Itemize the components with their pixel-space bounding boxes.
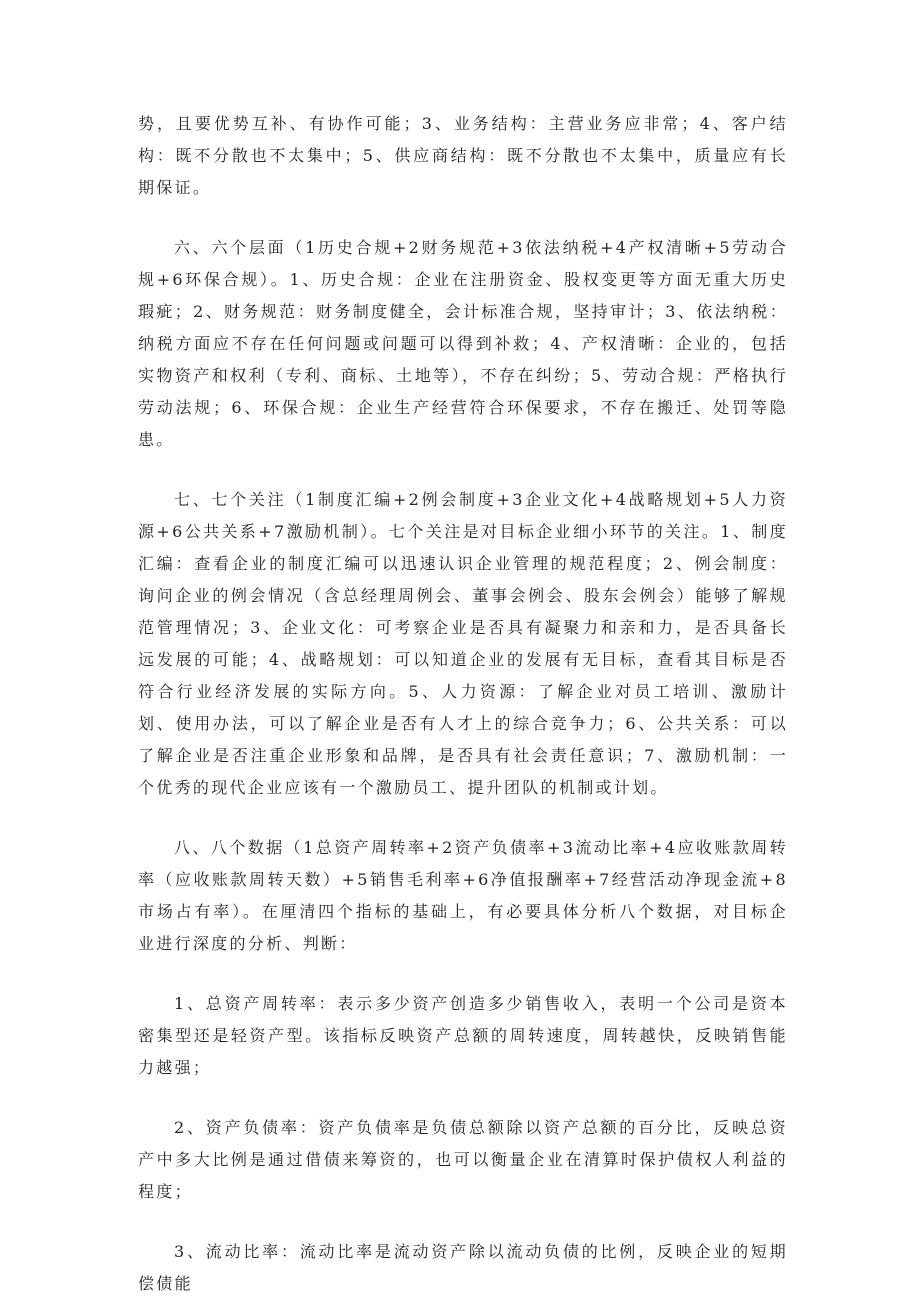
paragraph-debt-ratio: 2、资产负债率：资产负债率是负债总额除以资产总额的百分比，反映总资产中多大比例是通过借债来筹资的，也可以衡量企业在清算时保护债权人利益的程度；	[138, 1118, 788, 1201]
paragraph-six-levels: 六、六个层面（1历史合规+2财务规范+3依法纳税+4产权清晰+5劳动合规+6环保合规）。1、历史合规：企业在注册资金、股权变更等方面无重大历史瑕疵；2、财务规范：财务制度健全，会计标准合规，坚持审计；3、依法纳税：纳税方面应不存在任何问题或问题可以得到补救；4、产权清晰：企业的，包括实物资产和权利（专利、商标、土地等），不存在纠纷；5、劳动合规：严格执行劳动法规；6、环保合规：企业生产经营符合环保要求，不存在搬迁、处罚等隐患。	[138, 238, 788, 449]
paragraph-seven-concerns: 七、七个关注（1制度汇编+2例会制度+3企业文化+4战略规划+5人力资源+6公共关系+7激励机制）。七个关注是对目标企业细小环节的关注。1、制度汇编：查看企业的制度汇编可以迅速认识企业管理的规范程度；2、例会制度：询问企业的例会情况（含总经理周例会、董事会例会、股东会例会）能够了解规范管理情况；3、企业文化：可考察企业是否具有凝聚力和亲和力，是否具备长远发展的可能；4、战略规划：可以知道企业的发展有无目标，查看其目标是否符合行业经济发展的实际方向。5、人力资源：了解企业对员工培训、激励计划、使用办法，可以了解企业是否有人才上的综合竞争力；6、公共关系：可以了解企业是否注重企业形象和品牌，是否具有社会责任意识；7、激励机制：一个优秀的现代企业应该有一个激励员工、提升团队的机制或计划。	[138, 490, 788, 797]
paragraph-eight-data: 八、八个数据（1总资产周转率+2资产负债率+3流动比率+4应收账款周转率（应收账款周转天数）+5销售毛利率+6净值报酬率+7经营活动净现金流+8市场占有率）。在厘清四个指标的基础上，有必要具体分析八个数据，对目标企业进行深度的分析、判断：	[138, 838, 788, 953]
paragraph-current-ratio: 3、流动比率：流动比率是流动资产除以流动负债的比例，反映企业的短期偿债能	[138, 1242, 788, 1293]
paragraph-structure-continuation: 势，且要优势互补、有协作可能；3、业务结构：主营业务应非常；4、客户结构：既不分散也不太集中；5、供应商结构：既不分散也不太集中，质量应有长期保证。	[138, 114, 788, 197]
paragraph-total-asset-turnover: 1、总资产周转率：表示多少资产创造多少销售收入，表明一个公司是资本密集型还是轻资产型。该指标反映资产总额的周转速度，周转越快，反映销售能力越强；	[138, 994, 788, 1077]
